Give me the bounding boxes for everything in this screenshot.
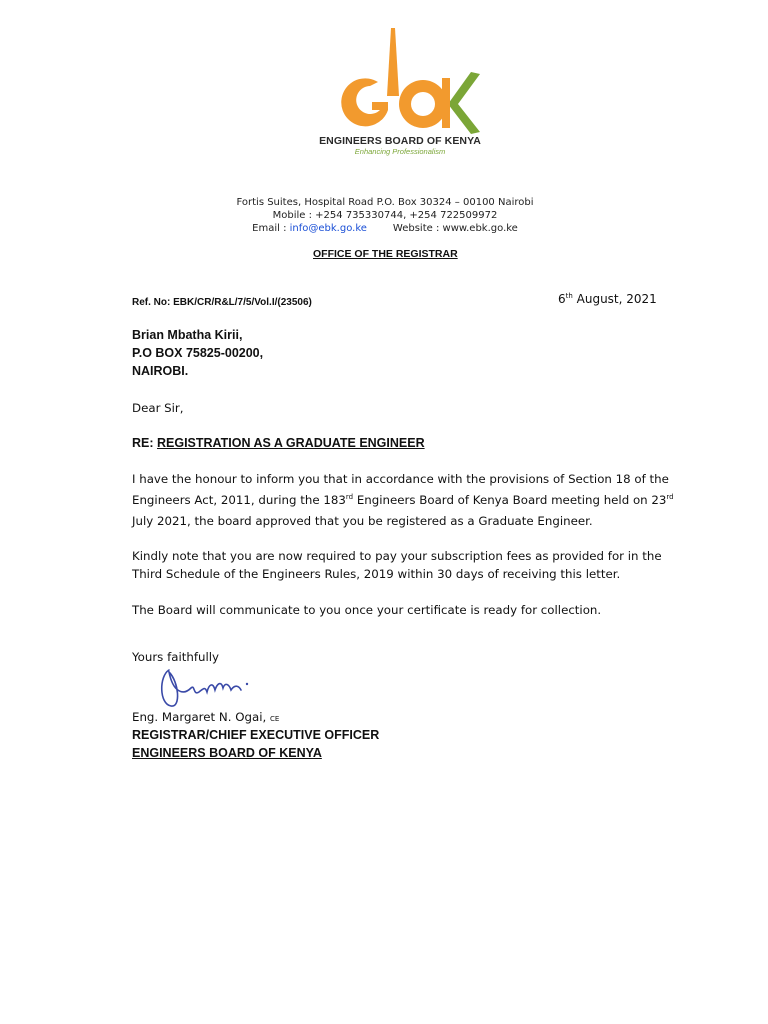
salutation: Dear Sir, <box>132 401 184 415</box>
recipient-name: Brian Mbatha Kirii, <box>132 328 243 342</box>
closing: Yours faithfully <box>132 650 220 664</box>
brand-tagline: Enhancing Professionalism <box>354 147 446 156</box>
paragraph-1: I have the honour to inform you that in accordance with the provisions of Section 18 of the Engineers Act, 2011, during the 183rd Engineers Board of Kenya Board meeting held on 23rd July 2021, the board approved that you be registered as a Graduate Engineer. <box>132 472 674 528</box>
email-label: Email : <box>252 223 290 234</box>
recipient-city: NAIROBI. <box>132 364 189 378</box>
subject-line: RE: REGISTRATION AS A GRADUATE ENGINEER <box>132 436 425 450</box>
email-link[interactable]: info@ebk.go.ke <box>289 223 367 234</box>
handwritten-signature <box>155 662 255 714</box>
website-line: Website : www.ebk.go.ke <box>392 223 518 234</box>
mobile-line: Mobile : +254 735330744, +254 722509972 <box>272 210 498 221</box>
signer-name: Eng. Margaret N. Ogai, CE <box>132 710 280 724</box>
recipient-box: P.O BOX 75825-00200, <box>132 346 264 360</box>
office-heading: OFFICE OF THE REGISTRAR <box>313 248 458 260</box>
reference-number: Ref. No: EBK/CR/R&L/7/5/Vol.I/(23506) <box>132 297 312 308</box>
address-line: Fortis Suites, Hospital Road P.O. Box 30324 – 00100 Nairobi <box>236 197 534 208</box>
email-website-line <box>200 223 570 234</box>
signer-title: REGISTRAR/CHIEF EXECUTIVE OFFICER <box>132 728 380 742</box>
paragraph-2: Kindly note that you are now required to pay your subscription fees as provided for in the Third Schedule of the Engineers Rules, 2019 within 30 days of receiving this letter. <box>132 549 662 581</box>
signer-organization: ENGINEERS BOARD OF KENYA <box>132 746 322 760</box>
brand-name: ENGINEERS BOARD OF KENYA <box>319 135 481 147</box>
letter-date: 6th August, 2021 <box>558 292 657 306</box>
paragraph-3: The Board will communicate to you once your certificate is ready for collection. <box>132 603 602 617</box>
